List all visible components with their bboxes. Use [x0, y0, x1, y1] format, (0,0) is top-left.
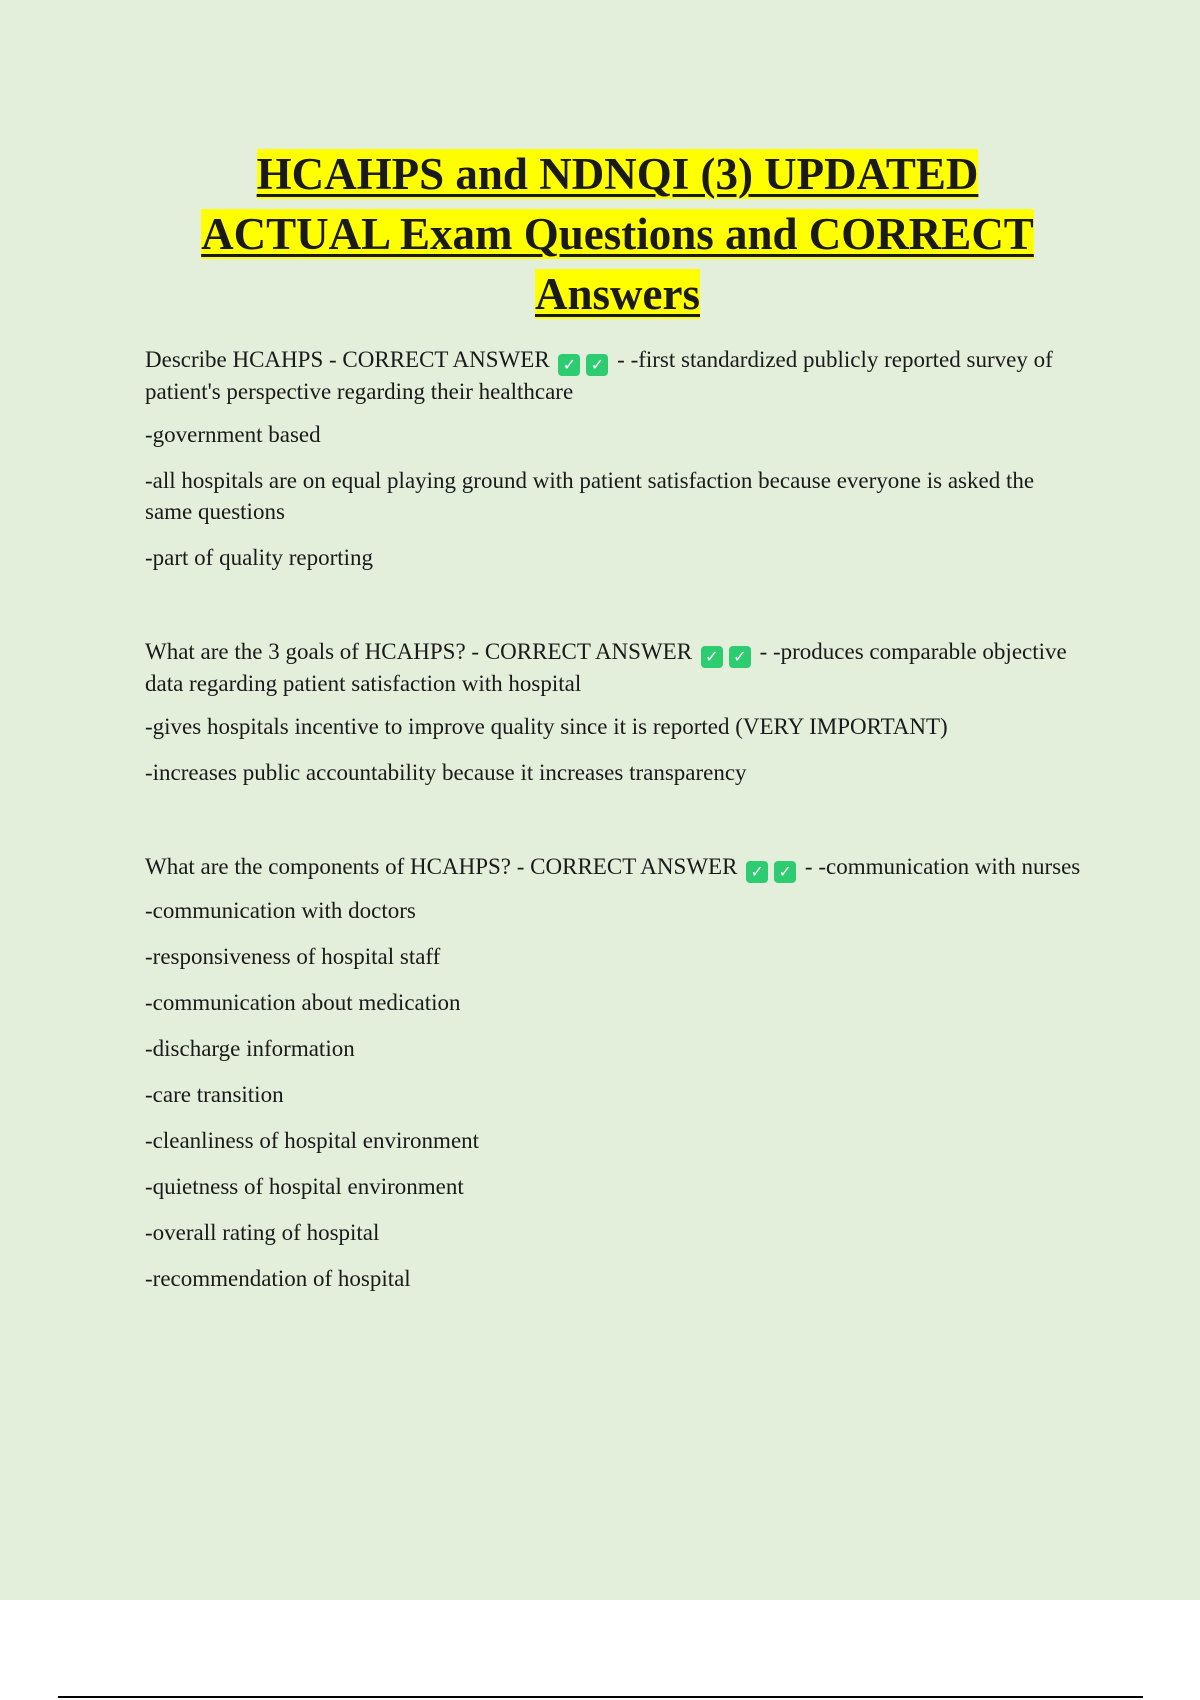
- answer-point: -communication with doctors: [145, 898, 416, 923]
- question-text: What are the components of HCAHPS? -: [145, 854, 531, 879]
- answer-point: -recommendation of hospital: [145, 1266, 411, 1291]
- answer-text: - -first standardized publicly reported survey of patient's perspective regarding their healthcare: [145, 347, 1053, 404]
- check-icon: ✓: [746, 861, 768, 883]
- question-text: Describe HCAHPS -: [145, 347, 343, 372]
- qa-item: [145, 636, 1085, 699]
- answer-marker: CORRECT ANSWER: [530, 854, 738, 879]
- check-icon: ✓: [586, 354, 608, 376]
- check-icon: ✓: [701, 646, 723, 668]
- answer-point: -cleanliness of hospital environment: [145, 1128, 480, 1153]
- answer-point: -overall rating of hospital: [145, 1220, 380, 1245]
- answer-point: -communication about medication: [145, 990, 461, 1015]
- answer-point: -government based: [145, 422, 321, 447]
- footer-divider: [58, 1696, 1143, 1698]
- answer-text: - -communication with nurses: [799, 854, 1081, 879]
- answer-point: -care transition: [145, 1082, 284, 1107]
- answer-point: -discharge information: [145, 1036, 355, 1061]
- answer-point: -increases public accountability because it increases transparency: [145, 760, 747, 785]
- answer-point: -responsiveness of hospital staff: [145, 944, 441, 969]
- question-text: What are the 3 goals of HCAHPS? -: [145, 639, 485, 664]
- document-title: [140, 144, 1095, 324]
- answer-point: -quietness of hospital environment: [145, 1174, 464, 1199]
- answer-point: -all hospitals are on equal playing ground with patient satisfaction because everyone is asked the same questions: [145, 468, 1035, 524]
- title-line-2: ACTUAL Exam Questions and CORRECT: [201, 209, 1034, 259]
- qa-item: [145, 344, 1085, 407]
- check-icon: ✓: [729, 646, 751, 668]
- section-gap: [145, 588, 1085, 636]
- answer-text: - -produces comparable objective data regarding patient satisfaction with hospital: [145, 639, 1067, 696]
- check-icon: ✓: [558, 354, 580, 376]
- check-icon: ✓: [774, 861, 796, 883]
- title-line-3: Answers: [535, 269, 700, 319]
- answer-marker: CORRECT ANSWER: [342, 347, 550, 372]
- section-gap: [145, 803, 1085, 851]
- qa-item: [145, 851, 1085, 883]
- answer-marker: CORRECT ANSWER: [484, 639, 693, 664]
- answer-point: -gives hospitals incentive to improve quality since it is reported (VERY IMPORTANT): [145, 714, 948, 739]
- document-body: [145, 344, 1085, 1309]
- answer-point: -part of quality reporting: [145, 545, 374, 570]
- title-line-1: HCAHPS and NDNQI (3) UPDATED: [256, 149, 979, 199]
